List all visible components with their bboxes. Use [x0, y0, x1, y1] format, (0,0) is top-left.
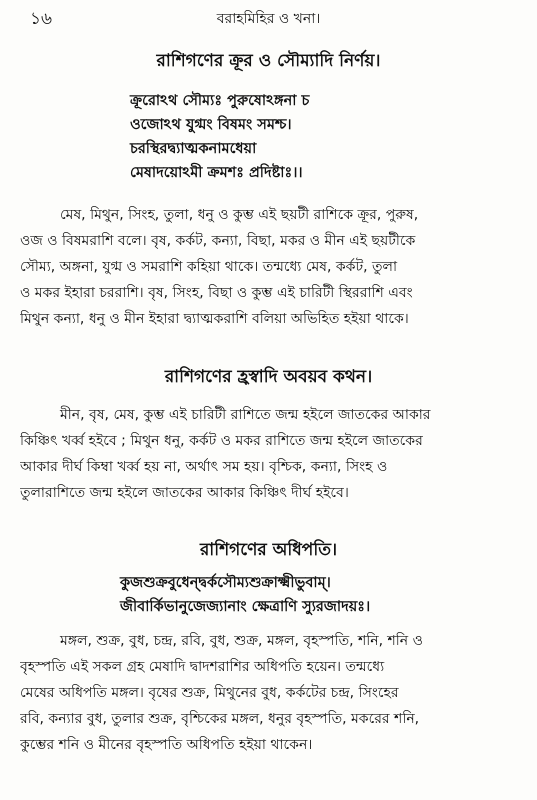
- verse-line: কুজশুক্রবুধেন্দ্বর্কসৌম্যশুক্রাক্ষ্মীভুবাম্।: [120, 575, 331, 591]
- paragraph-line: কুম্ভের শনি ও মীনের বৃহস্পতি অধিপতি হইয়া থাকেন।: [20, 737, 313, 753]
- paragraph-line: তুলারাশিতে জন্ম হইলে জাতকের আকার কিঞ্চিৎ দীর্ঘ হইবে।: [20, 485, 349, 501]
- paragraph-sign-classes: [20, 202, 519, 332]
- paragraph-line: কিঞ্চিৎ খর্ব্ব হইবে ; মিথুন ধনু, কর্কট ও মকর রাশিতে জন্ম হইলে জাতকের: [20, 433, 423, 449]
- paragraph-line: মঙ্গল, শুক্র, বুধ, চন্দ্র, রবি, বুধ, শুক্র, মঙ্গল, বৃহস্পতি, শনি, শনি ও: [60, 633, 423, 649]
- paragraph-body-size: [20, 402, 519, 506]
- paragraph-line: ও মকর ইহারা চররাশি। বৃষ, সিংহ, বিছা ও কুম্ভ এই চারিটী স্থিররাশি এবং: [20, 285, 413, 301]
- paragraph-sign-lords: [20, 628, 519, 758]
- section-heading-lords: রাশিগণের অধিপতি।: [199, 540, 338, 560]
- paragraph-line: রবি, কন্যার বুধ, তুলার শুক্র, বৃশ্চিকের মঙ্গল, ধনুর বৃহস্পতি, মকরের শনি,: [20, 711, 420, 727]
- paragraph-line: ওজ ও বিষমরাশি বলে। বৃষ, কর্কট, কন্যা, বিছা, মকর ও মীন এই ছয়টীকে: [20, 233, 416, 249]
- sanskrit-verse-2: [120, 571, 370, 619]
- paragraph-line: মীন, বৃষ, মেষ, কুম্ভ এই চারিটী রাশিতে জন্ম হইলে জাতকের আকার: [60, 407, 431, 423]
- paragraph-line: সৌম্য, অঙ্গনা, যুগ্ম ও সমরাশি কহিয়া থাকে। তন্মধ্যে মেষ, কর্কট, তুলা: [20, 259, 398, 275]
- page-number: ১৬: [30, 9, 53, 29]
- verse-line: জীবার্কিভানুজেজ্যানাং ক্ষেত্রাণি স্যুরজাদয়ঃ।: [120, 599, 371, 615]
- verse-line: ক্রূরোঽথ সৌম্যঃ পুরুষোঽঙ্গনা চ: [130, 93, 310, 109]
- verse-line: চরস্থিরদ্ব্যাত্মকনামধেয়া: [130, 141, 257, 157]
- paragraph-line: আকার দীর্ঘ কিম্বা খর্ব্ব হয় না, অর্থাৎ সম হয়। বৃশ্চিক, কন্যা, সিংহ ও: [20, 459, 388, 475]
- verse-line: ওজোঽথ যুগ্মং বিষমং সমশ্চ।: [130, 117, 292, 133]
- paragraph-line: মেষ, মিথুন, সিংহ, তুলা, ধনু ও কুম্ভ এই ছয়টী রাশিকে ক্রূর, পুরুষ,: [60, 207, 419, 223]
- section-heading-cruel-benign: রাশিগণের ক্রূর ও সৌম্যাদি নির্ণয়।: [156, 51, 381, 71]
- paragraph-line: মেষের অধিপতি মঙ্গল। বৃষের শুক্র, মিথুনের বুধ, কর্কটের চন্দ্র, সিংহের: [20, 685, 399, 701]
- paragraph-line: মিথুন কন্যা, ধনু ও মীন ইহারা দ্ব্যাত্মকরাশি বলিয়া অভিহিত হইয়া থাকে।: [20, 311, 409, 327]
- page-header: [0, 6, 537, 29]
- verse-line: মেষাদয়োঽমী ক্রমশঃ প্রদিষ্টাঃ।।: [130, 165, 303, 181]
- paragraph-line: বৃহস্পতি এই সকল গ্রহ মেষাদি দ্বাদশরাশির অধিপতি হয়েন। তন্মধ্যে: [20, 659, 385, 675]
- running-title: বরাহমিহির ও খনা।: [216, 11, 321, 27]
- sanskrit-verse-1: [130, 89, 309, 185]
- section-heading-body-size: রাশিগণের হ্রস্বাদি অবয়ব কথন।: [164, 367, 373, 387]
